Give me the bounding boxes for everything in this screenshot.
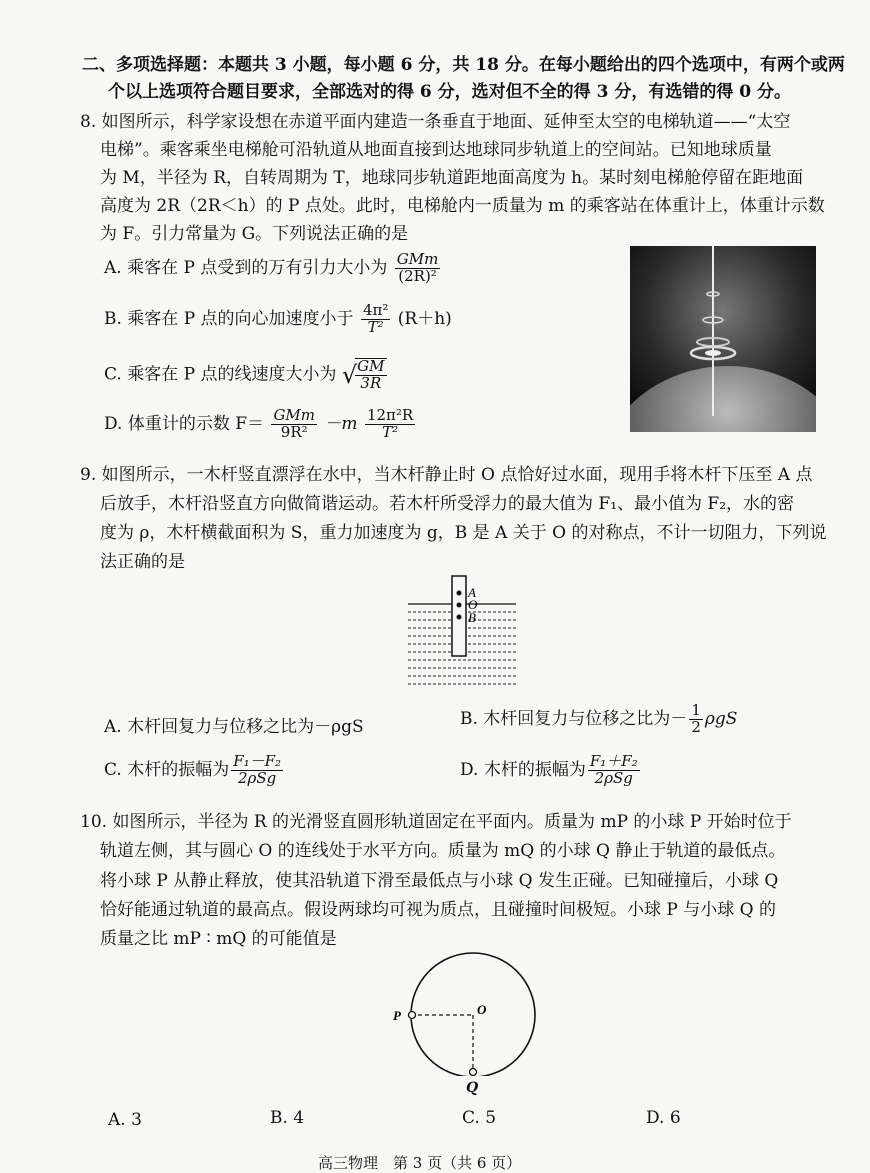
label-p: P <box>393 1008 401 1023</box>
q9-option-d[interactable]: D. 木杆的振幅为 $\frac{\text{F₁＋F₂}}{\text{2ρSg}}$ <box>460 752 638 787</box>
q8-d-fraction-2: $\frac{\text{12π²R}}{\text{T²}}$ <box>366 406 414 441</box>
label-o: O <box>477 1002 487 1017</box>
label-o: O <box>468 597 478 612</box>
label-q: Q <box>466 1080 479 1096</box>
q10-option-a[interactable]: A. 3 <box>108 1110 142 1130</box>
q10-line-1: 10. 如图所示，半径为 R 的光滑竖直圆形轨道固定在平面内。质量为 mP 的小球 P 开始时位于 <box>80 812 792 832</box>
q9-line-2: 后放手，木杆沿竖直方向做简谐运动。若木杆所受浮力的最大值为 F₁、最小值为 F₂，水的密 <box>100 494 795 514</box>
q8-line-5: 为 F。引力常量为 G。下列说法正确的是 <box>100 224 409 244</box>
q9-line-3: 度为 ρ，木杆横截面积为 S，重力加速度为 g，B 是 A 关于 O 的对称点，不计一切阻力，下列说 <box>100 523 827 543</box>
q10-option-d[interactable]: D. 6 <box>646 1108 681 1128</box>
sqrt-sign: √ <box>341 360 358 389</box>
q8-line-1: 8. 如图所示，科学家设想在赤道平面内建造一条垂直于地面、延伸至太空的电梯轨道——“太空 <box>80 112 791 132</box>
q8-a-fraction: $\frac{\text{GMm}}{\text{(2R)²}}$ <box>396 250 439 285</box>
floating-rod-diagram <box>400 572 520 694</box>
q10-line-5: 质量之比 mP ∶ mQ 的可能值是 <box>100 929 337 949</box>
q9-d-fraction: $\frac{\text{F₁＋F₂}}{\text{2ρSg}}$ <box>589 752 638 787</box>
q8-line-2: 电梯”。乘客乘坐电梯舱可沿轨道从地面直接到达地球同步轨道上的空间站。已知地球质量 <box>100 140 772 160</box>
q10-option-c[interactable]: C. 5 <box>462 1108 497 1128</box>
q8-option-b[interactable]: B. 乘客在 P 点的向心加速度小于 $\frac{\text{4π²}}{\text{T²}}$ (R＋h) <box>104 301 452 336</box>
q9-line-4: 法正确的是 <box>100 552 185 572</box>
q10-line-2: 轨道左侧，其与圆心 O 的连线处于水平方向。质量为 mQ 的小球 Q 静止于轨道的最低点。 <box>100 841 786 861</box>
q10-option-b[interactable]: B. 4 <box>270 1108 305 1128</box>
point-b-dot <box>457 615 462 620</box>
q8-option-a[interactable]: A. 乘客在 P 点受到的万有引力大小为 $\frac{\text{GMm}}{\text{(2R)²}}$ <box>104 250 439 285</box>
q8-line-3: 为 M，半径为 R，自转周期为 T，地球同步轨道距地面高度为 h。某时刻电梯舱停留在距地面 <box>100 168 804 188</box>
q10-line-4: 恰好能通过轨道的最高点。假设两球均可视为质点，且碰撞时间极短。小球 P 与小球 Q 的 <box>100 900 776 920</box>
q9-option-b[interactable]: B. 木杆回复力与位移之比为－ $\frac{1}{2}$ ρgS <box>460 701 738 736</box>
label-a: A <box>468 585 476 600</box>
q10-line-3: 将小球 P 从静止释放，使其沿轨道下滑至最低点与小球 Q 发生正碰。已知碰撞后，小球 Q <box>100 871 779 891</box>
ball-p <box>409 1012 416 1019</box>
space-elevator-image <box>630 246 816 432</box>
q8-b-fraction: $\frac{\text{4π²}}{\text{T²}}$ <box>362 301 389 336</box>
circular-track-diagram <box>385 948 545 1076</box>
point-o-dot <box>457 603 462 608</box>
section-header-line2: 个以上选项符合题目要求，全部选对的得 6 分，选对但不全的得 3 分，有选错的得 0 分。 <box>108 82 791 102</box>
point-a-dot <box>457 591 462 596</box>
label-b: B <box>468 610 476 625</box>
q9-c-fraction: $\frac{\text{F₁－F₂}}{\text{2ρSg}}$ <box>233 752 282 787</box>
q8-c-fraction: $\frac{GM}{3R}$ <box>357 357 385 392</box>
q8-d-fraction-1: $\frac{\text{GMm}}{\text{9R²}}$ <box>273 406 316 441</box>
q8-option-d[interactable]: D. 体重计的示数 F＝ $\frac{\text{GMm}}{\text{9R²}}$ －m $\frac{\text{12π²R}}{\text{T²}}$ <box>104 406 414 441</box>
q9-line-1: 9. 如图所示，一木杆竖直漂浮在水中，当木杆静止时 O 点恰好过水面，现用手将木杆下压至 A 点 <box>80 465 813 485</box>
section-header-line1: 二、多项选择题：本题共 3 小题，每小题 6 分，共 18 分。在每小题给出的四个选项中，有两个或两 <box>82 55 845 75</box>
q9-b-fraction: $\frac{1}{2}$ <box>691 701 701 736</box>
q9-option-c[interactable]: C. 木杆的振幅为 $\frac{\text{F₁－F₂}}{\text{2ρSg}}$ <box>104 752 282 787</box>
q8-line-4: 高度为 2R（2R＜h）的 P 点处。此时，电梯舱内一质量为 m 的乘客站在体重计上，体重计示数 <box>100 196 825 216</box>
q9-option-a[interactable]: A. 木杆回复力与位移之比为－ρgS <box>104 717 364 737</box>
q8-option-c[interactable]: C. 乘客在 P 点的线速度大小为 √ $\frac{GM}{3R}$ <box>104 357 385 392</box>
ball-q <box>470 1069 477 1076</box>
elevator-station-core <box>705 350 721 356</box>
page-footer: 高三物理 第 3 页（共 6 页） <box>318 1154 522 1172</box>
